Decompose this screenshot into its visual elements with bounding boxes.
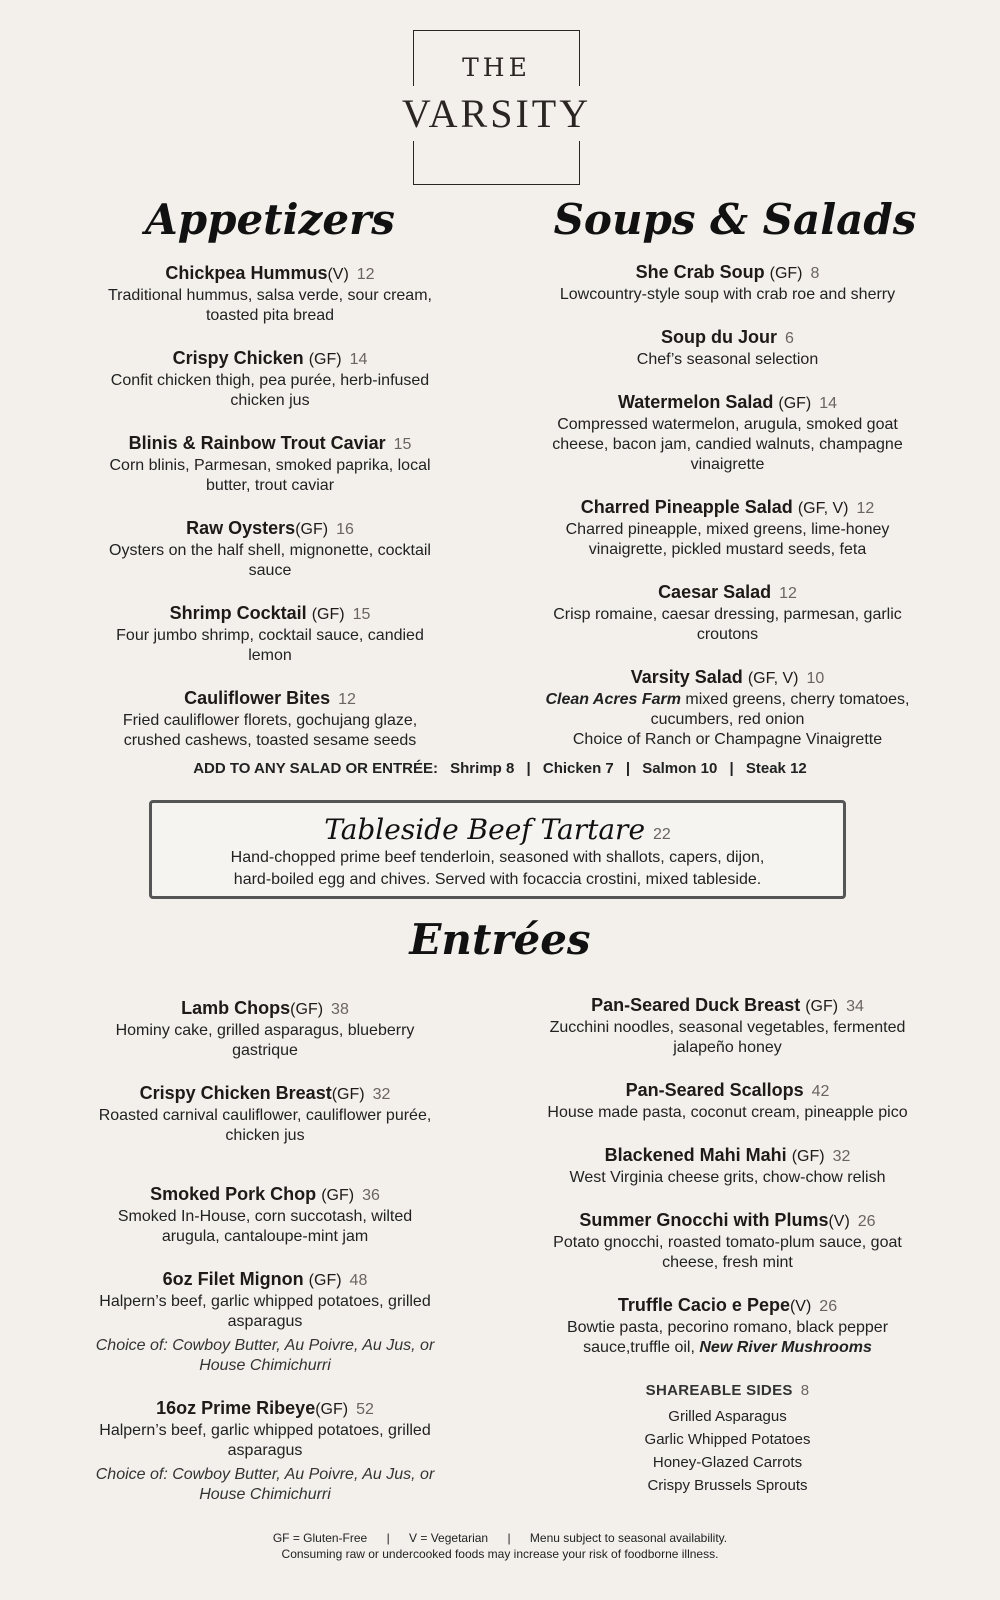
item-name: Cauliflower Bites bbox=[184, 688, 331, 708]
item-price: 32 bbox=[372, 1086, 391, 1103]
item-name: Lamb Chops bbox=[181, 998, 291, 1018]
item-description: House made pasta, coconut cream, pineapple pico bbox=[547, 1104, 908, 1121]
item-price: 26 bbox=[857, 1213, 876, 1230]
addon-option: Salmon 10 bbox=[642, 760, 718, 777]
item-name: Truffle Cacio e Pepe bbox=[617, 1295, 790, 1315]
item-description: Four jumbo shrimp, cocktail sauce, candied lemon bbox=[116, 627, 424, 664]
item-price: 12 bbox=[338, 691, 356, 708]
item-description: Hominy cake, grilled asparagus, blueberry gastrique bbox=[115, 1022, 415, 1059]
mushroom-source: New River Mushrooms bbox=[699, 1339, 872, 1356]
item-description: Compressed watermelon, arugula, smoked goat cheese, bacon jam, candied walnuts, champagne vinaigrette bbox=[552, 416, 903, 473]
tartare-description-line: Hand-chopped prime beef tenderloin, seasoned with shallots, capers, dijon, bbox=[230, 849, 765, 866]
item-name: She Crab Soup bbox=[635, 262, 765, 282]
item-tag: (GF) bbox=[308, 351, 342, 368]
item-price: 38 bbox=[331, 1001, 349, 1018]
entrees-left-list bbox=[95, 997, 435, 1526]
addon-separator: | bbox=[729, 760, 734, 777]
addon-option: Shrimp 8 bbox=[450, 760, 515, 777]
item-price: 52 bbox=[356, 1401, 374, 1418]
item-price: 10 bbox=[806, 670, 825, 687]
tartare-description-line: hard-boiled egg and chives. Served with focaccia crostini, mixed tableside. bbox=[233, 871, 762, 888]
item-description: Chef’s seasonal selection bbox=[636, 351, 819, 368]
item-tag: (GF) bbox=[321, 1187, 355, 1204]
item-name: Raw Oysters bbox=[186, 518, 296, 538]
item-tag: (GF) bbox=[315, 1401, 349, 1418]
menu-item bbox=[545, 1079, 910, 1123]
item-description: Potato gnocchi, roasted tomato-plum sauce, goat cheese, fresh mint bbox=[553, 1234, 902, 1271]
sauce-choice: Choice of: Cowboy Butter, Au Poivre, Au Jus, or House Chimichurri bbox=[95, 1466, 435, 1503]
item-price: 6 bbox=[785, 330, 794, 347]
addon-separator: | bbox=[625, 760, 631, 777]
footer-v-legend: V = Vegetarian bbox=[409, 1531, 489, 1545]
footer-separator: | bbox=[386, 1531, 390, 1545]
appetizers-list bbox=[100, 262, 440, 772]
farm-name: Clean Acres Farm bbox=[545, 691, 681, 708]
menu-item bbox=[545, 581, 910, 645]
item-description: Roasted carnival cauliflower, cauliflower purée, chicken jus bbox=[98, 1107, 432, 1144]
menu-item bbox=[100, 432, 440, 496]
item-description: Traditional hummus, salsa verde, sour cream, toasted pita bread bbox=[108, 287, 432, 324]
footer bbox=[0, 1530, 1000, 1562]
menu-item bbox=[100, 347, 440, 411]
item-price: 12 bbox=[779, 585, 797, 602]
footer-gf-legend: GF = Gluten-Free bbox=[272, 1531, 368, 1545]
item-description bbox=[545, 690, 910, 730]
addon-line bbox=[0, 760, 1000, 777]
item-name: Soup du Jour bbox=[661, 327, 778, 347]
item-description: Zucchini noodles, seasonal vegetables, fermented jalapeño honey bbox=[549, 1019, 906, 1056]
menu-item bbox=[95, 1082, 435, 1146]
item-price: 12 bbox=[356, 266, 375, 283]
menu-item bbox=[545, 326, 910, 370]
item-price: 48 bbox=[349, 1272, 368, 1289]
side-item: Crispy Brussels Sprouts bbox=[647, 1477, 808, 1494]
logo-the: THE bbox=[462, 53, 531, 82]
item-price: 16 bbox=[336, 521, 354, 538]
item-description-text: Bowtie pasta, pecorino romano, black pepper sauce,truffle oil, bbox=[566, 1319, 889, 1356]
item-description: Confit chicken thigh, pea purée, herb-infused chicken jus bbox=[110, 372, 430, 409]
item-tag: (GF) bbox=[778, 395, 812, 412]
menu-item bbox=[545, 1209, 910, 1273]
menu-item bbox=[545, 496, 910, 560]
item-price: 15 bbox=[393, 436, 412, 453]
item-price: 36 bbox=[362, 1187, 380, 1204]
item-name: Smoked Pork Chop bbox=[150, 1184, 317, 1204]
menu-item bbox=[545, 261, 910, 305]
item-tag: (GF, V) bbox=[797, 500, 849, 517]
item-tag: (GF) bbox=[295, 521, 329, 538]
item-price: 14 bbox=[819, 395, 838, 412]
side-item: Garlic Whipped Potatoes bbox=[644, 1431, 811, 1448]
item-name: Summer Gnocchi with Plums bbox=[579, 1210, 829, 1230]
addon-separator: | bbox=[526, 760, 531, 777]
item-description: Corn blinis, Parmesan, smoked paprika, local butter, trout caviar bbox=[109, 457, 431, 494]
item-price: 32 bbox=[832, 1148, 851, 1165]
addon-option: Chicken 7 bbox=[542, 760, 614, 777]
item-name: Chickpea Hummus bbox=[165, 263, 328, 283]
item-tag: (GF) bbox=[769, 265, 803, 282]
side-item: Honey-Glazed Carrots bbox=[652, 1454, 803, 1471]
item-description: Oysters on the half shell, mignonette, cocktail sauce bbox=[109, 542, 431, 579]
menu-item bbox=[545, 1294, 910, 1358]
item-description: Charred pineapple, mixed greens, lime-honey vinaigrette, pickled mustard seeds, feta bbox=[565, 521, 890, 558]
footer-warning: Consuming raw or undercooked foods may increase your risk of foodborne illness. bbox=[281, 1547, 719, 1561]
appetizers-title: Appetizers bbox=[145, 195, 395, 244]
item-price: 42 bbox=[811, 1083, 830, 1100]
item-price: 15 bbox=[352, 606, 371, 623]
item-tag: (GF) bbox=[311, 606, 345, 623]
item-name: Varsity Salad bbox=[630, 667, 743, 687]
item-tag: (V) bbox=[327, 266, 349, 283]
item-tag: (V) bbox=[828, 1213, 850, 1230]
tartare-feature-box bbox=[149, 800, 846, 899]
menu-item bbox=[545, 994, 910, 1058]
item-description: Fried cauliflower florets, gochujang glaze, crushed cashews, toasted sesame seeds bbox=[122, 712, 418, 749]
tartare-name: Tableside Beef Tartare bbox=[324, 813, 646, 846]
item-name: 16oz Prime Ribeye bbox=[156, 1398, 316, 1418]
item-tag: (GF, V) bbox=[747, 670, 799, 687]
item-price: 34 bbox=[846, 998, 864, 1015]
item-tag: (GF) bbox=[791, 1148, 825, 1165]
soups-salads-title: Soups & Salads bbox=[553, 195, 917, 244]
menu-item bbox=[545, 391, 910, 475]
item-description: Halpern’s beef, garlic whipped potatoes, grilled asparagus bbox=[99, 1422, 431, 1459]
item-name: Blackened Mahi Mahi bbox=[604, 1145, 787, 1165]
sauce-choice: Choice of: Cowboy Butter, Au Poivre, Au Jus, or House Chimichurri bbox=[95, 1337, 435, 1374]
item-tag: (GF) bbox=[805, 998, 839, 1015]
menu-item bbox=[95, 1183, 435, 1247]
entrees-title: Entrées bbox=[409, 915, 591, 964]
menu-item bbox=[100, 687, 440, 751]
item-description: West Virginia cheese grits, chow-chow relish bbox=[569, 1169, 886, 1186]
shareable-sides bbox=[545, 1382, 910, 1497]
item-name: Blinis & Rainbow Trout Caviar bbox=[128, 433, 386, 453]
item-tag: (GF) bbox=[308, 1272, 342, 1289]
item-name: Crispy Chicken Breast bbox=[139, 1083, 332, 1103]
menu-item bbox=[545, 666, 910, 750]
varsity-logo bbox=[401, 30, 592, 185]
menu-item bbox=[100, 517, 440, 581]
item-description bbox=[545, 1318, 910, 1358]
item-tag: (GF) bbox=[290, 1001, 324, 1018]
footer-seasonal-note: Menu subject to seasonal availability. bbox=[529, 1531, 728, 1545]
item-name: Caesar Salad bbox=[658, 582, 772, 602]
menu-item bbox=[95, 1268, 435, 1376]
item-name: Charred Pineapple Salad bbox=[580, 497, 793, 517]
item-name: Pan-Seared Duck Breast bbox=[591, 995, 801, 1015]
item-description: Lowcountry-style soup with crab roe and sherry bbox=[559, 286, 896, 303]
tartare-price: 22 bbox=[653, 826, 671, 843]
sides-title: SHAREABLE SIDES bbox=[645, 1382, 793, 1399]
footer-separator: | bbox=[507, 1531, 511, 1545]
item-price: 8 bbox=[810, 265, 820, 282]
addon-option: Steak 12 bbox=[745, 760, 807, 777]
addon-label: ADD TO ANY SALAD OR ENTRÉE: bbox=[193, 760, 438, 777]
menu-item bbox=[100, 262, 440, 326]
item-tag: (GF) bbox=[331, 1086, 365, 1103]
soups-salads-list bbox=[545, 261, 910, 771]
item-name: 6oz Filet Mignon bbox=[162, 1269, 304, 1289]
logo-name: VARSITY bbox=[394, 86, 599, 141]
item-price: 12 bbox=[856, 500, 875, 517]
item-name: Crispy Chicken bbox=[172, 348, 304, 368]
item-description-text: mixed greens, cherry tomatoes, cucumbers, red onion bbox=[650, 691, 910, 728]
menu-item bbox=[100, 602, 440, 666]
item-description: Crisp romaine, caesar dressing, parmesan, garlic croutons bbox=[553, 606, 902, 643]
sides-price: 8 bbox=[800, 1382, 810, 1399]
item-price: 14 bbox=[349, 351, 368, 368]
menu-item bbox=[95, 1397, 435, 1505]
item-description: Smoked In-House, corn succotash, wilted arugula, cantaloupe-mint jam bbox=[117, 1208, 413, 1245]
menu-item bbox=[95, 997, 435, 1061]
item-price: 26 bbox=[819, 1298, 838, 1315]
item-name: Shrimp Cocktail bbox=[169, 603, 307, 623]
menu-item bbox=[545, 1144, 910, 1188]
item-name: Pan-Seared Scallops bbox=[625, 1080, 804, 1100]
item-description: Halpern’s beef, garlic whipped potatoes, grilled asparagus bbox=[99, 1293, 431, 1330]
item-dressing-choice: Choice of Ranch or Champagne Vinaigrette bbox=[572, 731, 883, 748]
item-name: Watermelon Salad bbox=[617, 392, 774, 412]
side-item: Grilled Asparagus bbox=[668, 1408, 787, 1425]
entrees-right-list bbox=[545, 994, 910, 1497]
item-tag: (V) bbox=[789, 1298, 812, 1315]
